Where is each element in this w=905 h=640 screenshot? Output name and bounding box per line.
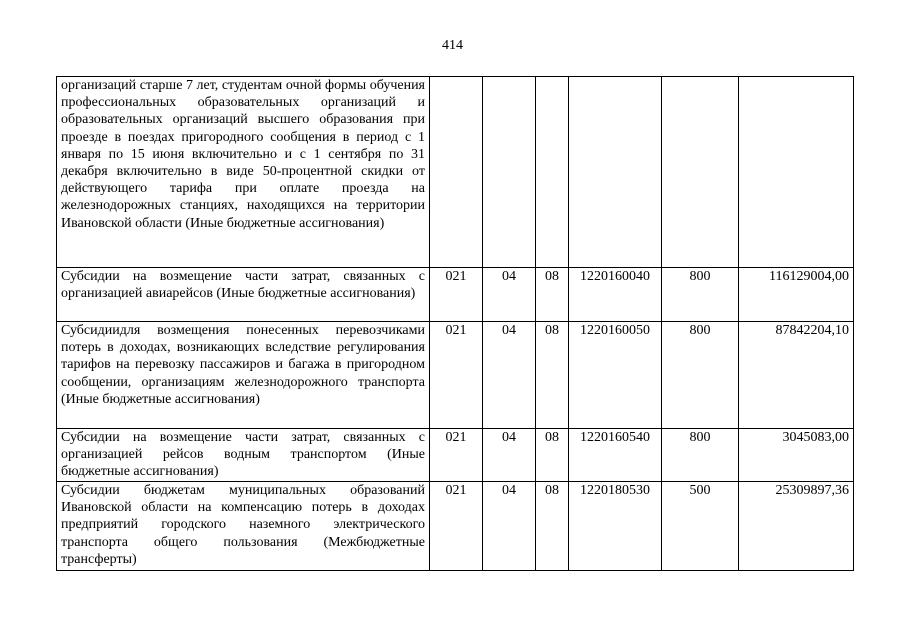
section-code-cell: 04 (483, 429, 536, 482)
target-code-cell: 1220160050 (569, 322, 662, 429)
table-row (57, 429, 854, 482)
row-name-cell: Субсидии на возмещение части затрат, связанных с организацией рейсов водным транспортом (Иные бюджетные ассигнования) (57, 429, 430, 482)
subsection-code-cell: 08 (536, 322, 569, 429)
amount-cell: 87842204,10 (739, 322, 854, 429)
table-row (57, 77, 854, 268)
expense-type-cell (662, 77, 739, 268)
row-name-cell: Субсидиидля возмещения понесенных перевозчиками потерь в доходах, возникающих вследствие регулирования тарифов на перевозку пассажиров и багажа в пригородном сообщении, организациям железнодорожного транспорта (Иные бюджетные ассигнования) (57, 322, 430, 429)
budget-table (56, 76, 854, 571)
table-row (57, 322, 854, 429)
page-number: 414 (442, 38, 463, 53)
row-name-cell: Субсидии на возмещение части затрат, связанных с организацией авиарейсов (Иные бюджетные ассигнования) (57, 268, 430, 322)
expense-type-cell: 500 (662, 482, 739, 571)
target-code-cell: 1220160540 (569, 429, 662, 482)
expense-type-cell: 800 (662, 268, 739, 322)
subsection-code-cell: 08 (536, 429, 569, 482)
amount-cell: 25309897,36 (739, 482, 854, 571)
table-row (57, 268, 854, 322)
amount-cell (739, 77, 854, 268)
amount-cell: 3045083,00 (739, 429, 854, 482)
subsection-code-cell: 08 (536, 268, 569, 322)
ministry-code-cell (430, 77, 483, 268)
target-code-cell: 1220180530 (569, 482, 662, 571)
section-code-cell: 04 (483, 322, 536, 429)
ministry-code-cell: 021 (430, 268, 483, 322)
row-name-cell: организаций старше 7 лет, студентам очной формы обучения профессиональных образовательных организаций и образовательных организаций высшего образования при проезде в поездах пригородного сообщения в период с 1 января по 15 июня включительно и с 1 сентября по 31 декабря включительно в виде 50-процентной скидки от действующего тарифа при оплате проезда на железнодорожных станциях, находящихся на территории Ивановской области (Иные бюджетные ассигнования) (57, 77, 430, 268)
ministry-code-cell: 021 (430, 429, 483, 482)
ministry-code-cell: 021 (430, 322, 483, 429)
section-code-cell (483, 77, 536, 268)
section-code-cell: 04 (483, 268, 536, 322)
amount-cell: 116129004,00 (739, 268, 854, 322)
subsection-code-cell: 08 (536, 482, 569, 571)
target-code-cell: 1220160040 (569, 268, 662, 322)
expense-type-cell: 800 (662, 322, 739, 429)
ministry-code-cell: 021 (430, 482, 483, 571)
expense-type-cell: 800 (662, 429, 739, 482)
section-code-cell: 04 (483, 482, 536, 571)
table-row (57, 482, 854, 571)
target-code-cell (569, 77, 662, 268)
subsection-code-cell (536, 77, 569, 268)
row-name-cell: Субсидии бюджетам муниципальных образований Ивановской области на компенсацию потерь в доходах предприятий городского наземного электрического транспорта общего пользования (Межбюджетные трансферты) (57, 482, 430, 571)
